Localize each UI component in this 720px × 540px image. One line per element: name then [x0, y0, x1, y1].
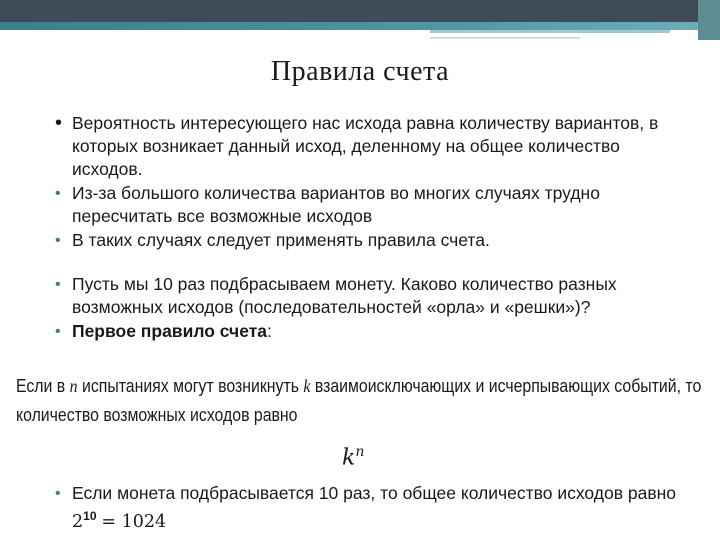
bullet-dot-icon: •: [55, 112, 63, 134]
header-light-line-2: [430, 37, 580, 39]
bullet-dot-icon: •: [55, 485, 61, 502]
bullet-item: [52, 482, 692, 534]
bullet-item: [52, 112, 692, 181]
bullet-item: [52, 273, 692, 319]
header-light-line: [430, 30, 670, 33]
formula-exponent: n: [355, 444, 365, 460]
formula-base: k: [342, 445, 356, 471]
bullet-dot-icon: •: [55, 185, 61, 202]
bullet-text: Вероятность интересующего нас исхода равна количеству вариантов, в которых возникает данный исход, деленному на общее количество исходов.: [72, 113, 659, 179]
rule-text-part: Если в: [16, 376, 66, 396]
first-rule-colon: :: [267, 321, 272, 341]
formula-k-pow-n: [342, 444, 364, 470]
bullet-dot-icon: •: [55, 232, 61, 249]
bullet-dot-icon: •: [55, 323, 61, 340]
bullet-item: [52, 182, 692, 228]
rule-statement: [16, 372, 711, 430]
bullet-text: Пусть мы 10 раз подбрасываем монету. Каково количество разных возможных исходов (последовательностей «орла» и «решки»)?: [72, 274, 617, 317]
header-right-block: [698, 0, 720, 40]
math-exponent: 10: [83, 509, 97, 523]
header-accent-stripe: [0, 22, 720, 30]
rule-variable-n: n: [69, 376, 78, 396]
slide-content: [52, 112, 692, 344]
rule-text-part: взаимоисключающих и исчерпывающих событий, то количество возможных исходов равно: [16, 376, 702, 425]
bullet-dot-icon: •: [55, 276, 61, 293]
bullet-item: [52, 320, 692, 343]
bullet-item-last: [52, 482, 692, 532]
rule-text-part: испытаниях могут возникнуть: [81, 376, 299, 396]
bullet-text: Из-за большого количества вариантов во многих случаях трудно пересчитать все возможные исходов: [72, 183, 600, 226]
rule-variable-k: k: [303, 376, 311, 396]
bullet-text: В таких случаях следует применять правила счета.: [72, 230, 490, 250]
slide-title: Правила счета: [270, 56, 450, 87]
math-base: 2: [72, 511, 84, 532]
bullet-item: [52, 229, 692, 252]
first-rule-label: Первое правило счета: [72, 321, 268, 341]
math-result: = 1024: [101, 511, 167, 532]
bullet-text: Если монета подбрасывается 10 раз, то общее количество исходов равно: [72, 483, 677, 503]
